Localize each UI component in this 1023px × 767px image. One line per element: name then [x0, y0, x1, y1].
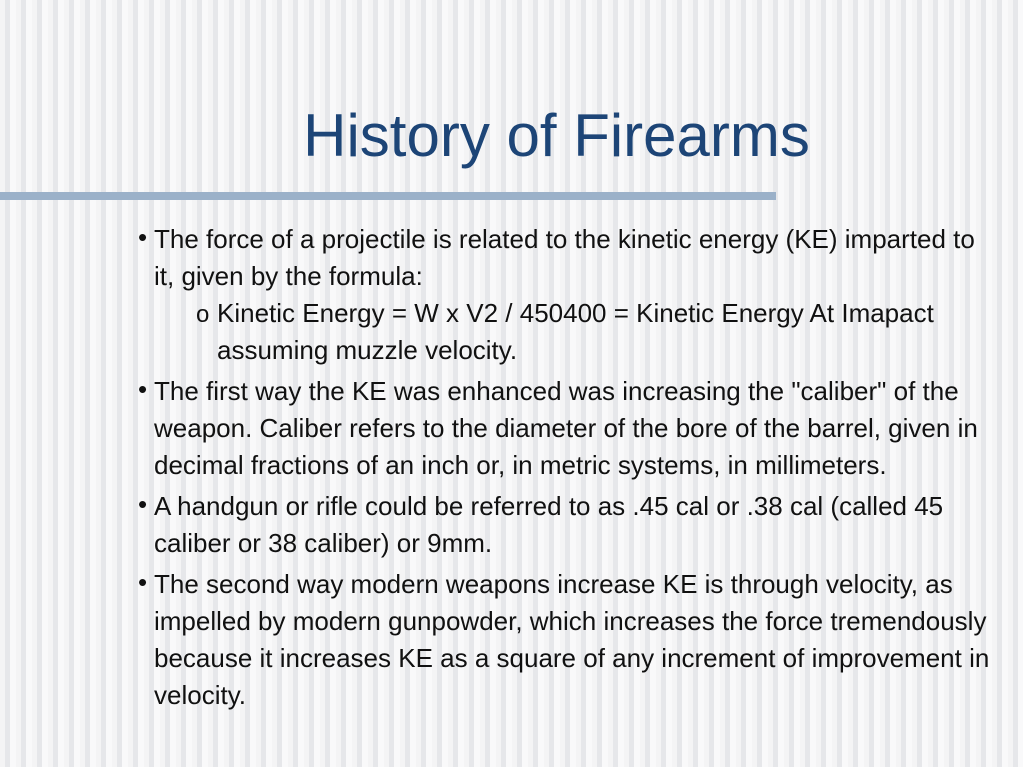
bullet-icon: •: [138, 567, 148, 597]
bullet-text: The force of a projectile is related to the kinetic energy (KE) imparted to it, given by the formula:: [154, 224, 975, 291]
bullet-item-3: [130, 488, 1000, 562]
bullet-item-4: [130, 566, 1000, 714]
slide-title: History of Firearms: [303, 102, 810, 169]
bullet-item-2: [130, 373, 1000, 484]
bullet-icon: •: [138, 374, 148, 404]
bullet-icon: •: [138, 489, 148, 519]
bullet-item-1: [130, 221, 1000, 369]
bullet-list: [130, 221, 1000, 718]
bullet-text: A handgun or rifle could be referred to as .45 cal or .38 cal (called 45 caliber or 38 caliber) or 9mm.: [154, 491, 944, 558]
sub-bullet-icon: o: [196, 301, 210, 328]
sub-bullet-text: Kinetic Energy = W x V2 / 450400 = Kinetic Energy At Imapact assuming muzzle velocity.: [217, 298, 934, 365]
title-divider: [0, 192, 776, 200]
bullet-text: The first way the KE was enhanced was increasing the "caliber" of the weapon. Caliber refers to the diameter of the bore of the barrel, given in decimal fractions of an inch or, in metric systems, in millimeters.: [154, 376, 978, 480]
bullet-icon: •: [138, 222, 148, 252]
sub-bullet-item-1: [196, 295, 1000, 369]
bullet-text: The second way modern weapons increase KE is through velocity, as impelled by modern gunpowder, which increases the force tremendously because it increases KE as a square of any increment of improvement in velocity.: [154, 569, 990, 710]
